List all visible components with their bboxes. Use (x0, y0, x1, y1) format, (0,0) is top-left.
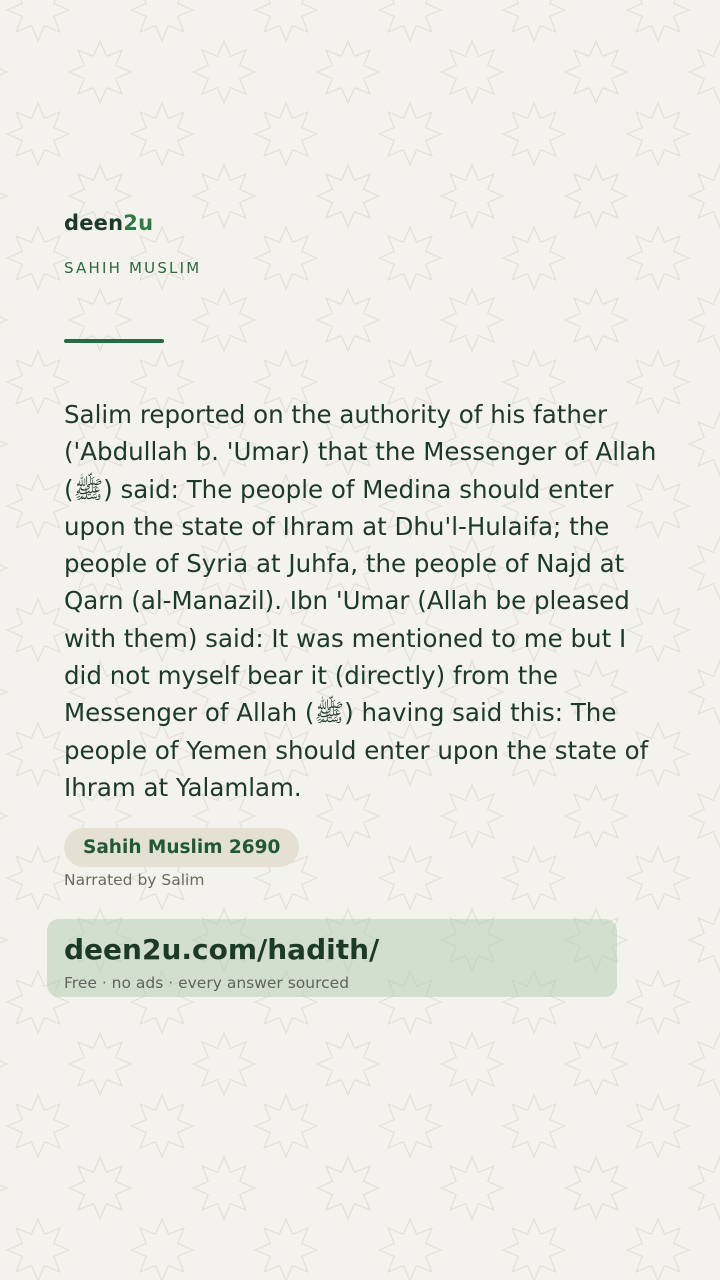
brand-logo (64, 211, 153, 235)
brand-name-main: deen (64, 211, 124, 235)
collection-label: SAHIH MUSLIM (64, 259, 202, 277)
hadith-text: Salim reported on the authority of his father ('Abdullah b. 'Umar) that the Messenger of Allah (ﷺ) said: The people of Medina should enter upon the state of Ihram at Dhu'l-Hulaifa; the people of Syria at Juhfa, the people of Najd at Qarn (al-Manazil). Ibn 'Umar (Allah be pleased with them) said: It was mentioned to me but I did not myself bear it (directly) from the Messenger of Allah (ﷺ) having said this: The people of Yemen should enter upon the state of Ihram at Yalamlam. (64, 400, 657, 802)
hadith-reference-badge: Sahih Muslim 2690 (64, 828, 299, 867)
cta-tagline: Free · no ads · every answer sourced (64, 974, 350, 992)
brand-name-accent: 2u (123, 211, 154, 235)
narrator-label: Narrated by Salim (64, 871, 205, 889)
divider (64, 339, 164, 343)
website-url-link[interactable]: deen2u.com/hadith/ (64, 933, 380, 966)
website-cta-card (47, 919, 617, 997)
